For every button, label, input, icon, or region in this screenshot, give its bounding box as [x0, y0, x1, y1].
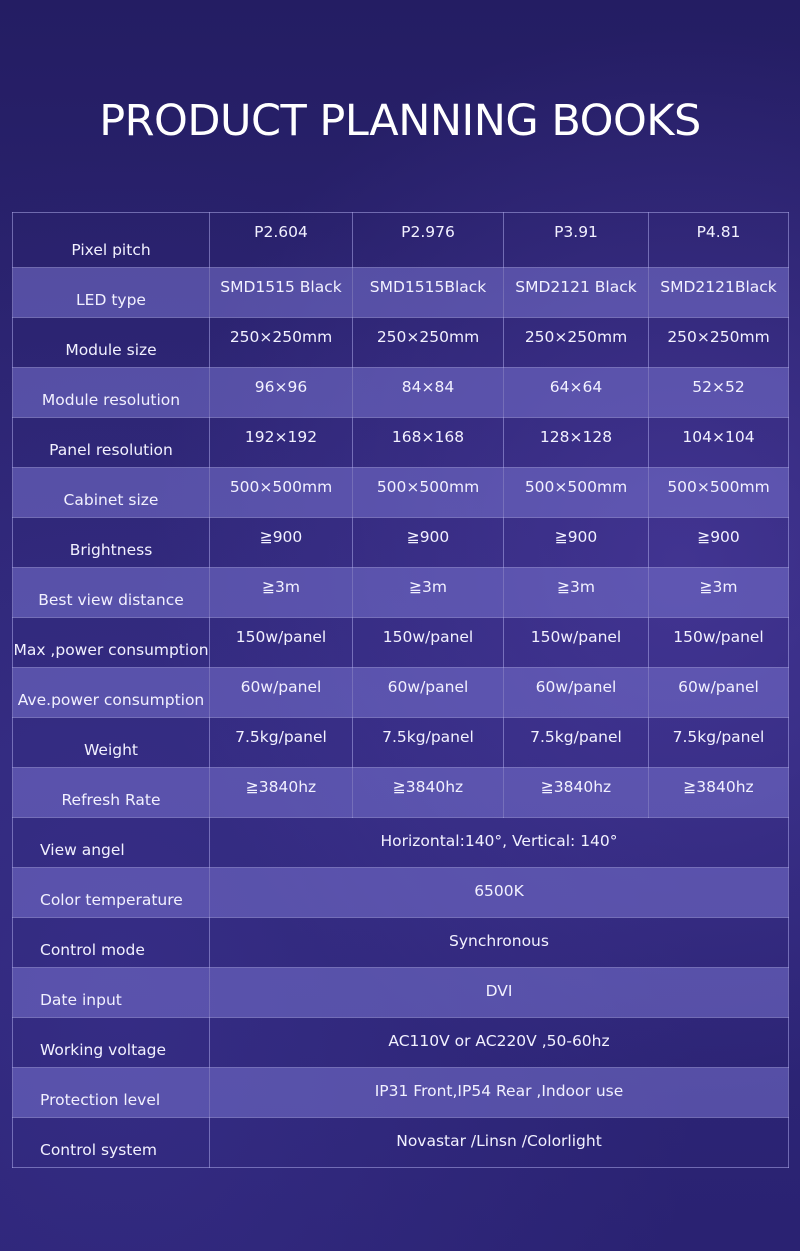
- row-label: Control system: [13, 1118, 210, 1168]
- cell-value: ≧900: [210, 518, 353, 568]
- cell-value: P2.604: [210, 213, 353, 268]
- spec-table: [12, 212, 789, 1168]
- cell-value: 500×500mm: [353, 468, 504, 518]
- row-label: LED type: [13, 268, 210, 318]
- page-title: PRODUCT PLANNING BOOKS: [99, 96, 701, 146]
- cell-value: ≧3m: [649, 568, 789, 618]
- cell-value: ≧900: [353, 518, 504, 568]
- cell-value: 7.5kg/panel: [504, 718, 649, 768]
- cell-value: DVI: [210, 968, 789, 1018]
- cell-value: ≧3m: [353, 568, 504, 618]
- cell-value: 60w/panel: [504, 668, 649, 718]
- cell-value: Synchronous: [210, 918, 789, 968]
- cell-value: P2.976: [353, 213, 504, 268]
- cell-value: Novastar /Linsn /Colorlight: [210, 1118, 789, 1168]
- cell-value: 250×250mm: [353, 318, 504, 368]
- row-label: Working voltage: [13, 1018, 210, 1068]
- table-row: [13, 318, 789, 368]
- row-label: Ave.power consumption: [13, 668, 210, 718]
- cell-value: SMD1515 Black: [210, 268, 353, 318]
- cell-value: ≧3840hz: [353, 768, 504, 818]
- cell-value: 168×168: [353, 418, 504, 468]
- table-row: [13, 568, 789, 618]
- table-row: [13, 1068, 789, 1118]
- row-label: Max ,power consumption: [13, 618, 210, 668]
- table-row: [13, 268, 789, 318]
- cell-value: 52×52: [649, 368, 789, 418]
- cell-value: 500×500mm: [504, 468, 649, 518]
- row-label: Control mode: [13, 918, 210, 968]
- cell-value: SMD2121Black: [649, 268, 789, 318]
- cell-value: 60w/panel: [649, 668, 789, 718]
- table-row: [13, 618, 789, 668]
- cell-value: ≧3840hz: [649, 768, 789, 818]
- cell-value: 60w/panel: [210, 668, 353, 718]
- cell-value: 60w/panel: [353, 668, 504, 718]
- cell-value: 250×250mm: [649, 318, 789, 368]
- cell-value: 500×500mm: [649, 468, 789, 518]
- cell-value: SMD1515Black: [353, 268, 504, 318]
- cell-value: ≧3840hz: [504, 768, 649, 818]
- table-row: [13, 968, 789, 1018]
- table-row: [13, 213, 789, 268]
- row-label: Module resolution: [13, 368, 210, 418]
- table-row: [13, 768, 789, 818]
- table-row: [13, 518, 789, 568]
- cell-value: 64×64: [504, 368, 649, 418]
- cell-value: ≧900: [504, 518, 649, 568]
- table-row: [13, 818, 789, 868]
- table-row: [13, 468, 789, 518]
- row-label: Refresh Rate: [13, 768, 210, 818]
- cell-value: 7.5kg/panel: [210, 718, 353, 768]
- cell-value: IP31 Front,IP54 Rear ,Indoor use: [210, 1068, 789, 1118]
- cell-value: 6500K: [210, 868, 789, 918]
- cell-value: 192×192: [210, 418, 353, 468]
- cell-value: 150w/panel: [504, 618, 649, 668]
- cell-value: 150w/panel: [210, 618, 353, 668]
- cell-value: ≧3m: [210, 568, 353, 618]
- cell-value: Horizontal:140°, Vertical: 140°: [210, 818, 789, 868]
- cell-value: 96×96: [210, 368, 353, 418]
- row-label: Module size: [13, 318, 210, 368]
- cell-value: AC110V or AC220V ,50-60hz: [210, 1018, 789, 1068]
- cell-value: 250×250mm: [210, 318, 353, 368]
- row-label: Brightness: [13, 518, 210, 568]
- cell-value: 7.5kg/panel: [353, 718, 504, 768]
- cell-value: ≧900: [649, 518, 789, 568]
- cell-value: ≧3m: [504, 568, 649, 618]
- row-label: Best view distance: [13, 568, 210, 618]
- cell-value: P4.81: [649, 213, 789, 268]
- cell-value: P3.91: [504, 213, 649, 268]
- cell-value: 7.5kg/panel: [649, 718, 789, 768]
- cell-value: 84×84: [353, 368, 504, 418]
- row-label: Cabinet size: [13, 468, 210, 518]
- cell-value: ≧3840hz: [210, 768, 353, 818]
- table-row: [13, 368, 789, 418]
- cell-value: 104×104: [649, 418, 789, 468]
- cell-value: 150w/panel: [353, 618, 504, 668]
- cell-value: 500×500mm: [210, 468, 353, 518]
- table-row: [13, 718, 789, 768]
- cell-value: SMD2121 Black: [504, 268, 649, 318]
- table-row: [13, 668, 789, 718]
- row-label: Protection level: [13, 1068, 210, 1118]
- cell-value: 150w/panel: [649, 618, 789, 668]
- row-label: View angel: [13, 818, 210, 868]
- row-label: Date input: [13, 968, 210, 1018]
- table-row: [13, 918, 789, 968]
- row-label: Pixel pitch: [13, 213, 210, 268]
- table-row: [13, 418, 789, 468]
- row-label: Panel resolution: [13, 418, 210, 468]
- cell-value: 250×250mm: [504, 318, 649, 368]
- cell-value: 128×128: [504, 418, 649, 468]
- row-label: Color temperature: [13, 868, 210, 918]
- table-row: [13, 1018, 789, 1068]
- table-row: [13, 868, 789, 918]
- table-row: [13, 1118, 789, 1168]
- row-label: Weight: [13, 718, 210, 768]
